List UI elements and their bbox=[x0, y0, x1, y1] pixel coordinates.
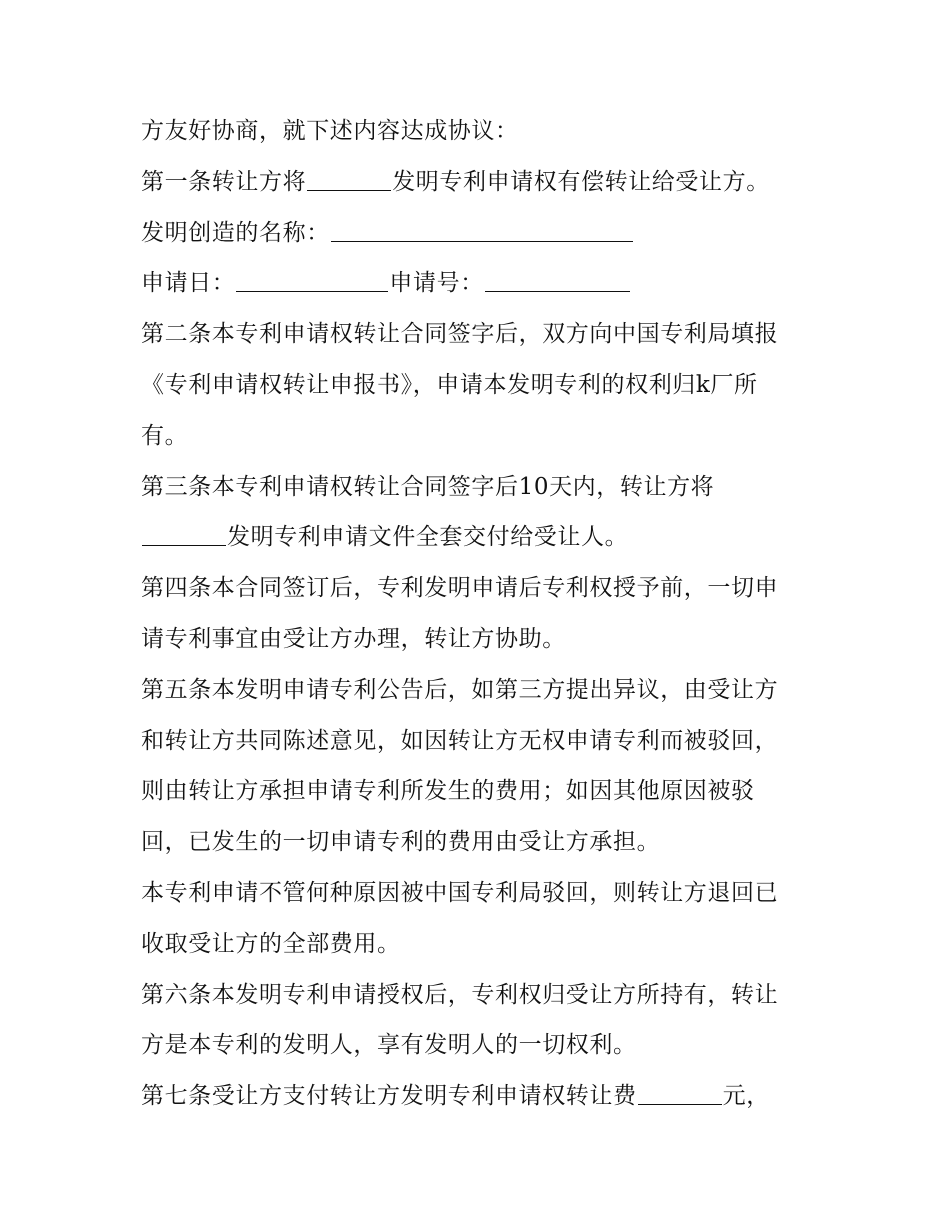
text-line bbox=[141, 667, 821, 718]
fill-in-blank bbox=[236, 261, 388, 292]
text-line bbox=[141, 616, 821, 667]
line-text: 第一条转让方将 bbox=[141, 168, 307, 195]
text-line bbox=[141, 311, 821, 362]
line-text: 第三条本专利申请权转让合同签字后10天内，转让方将 bbox=[141, 473, 715, 500]
text-line bbox=[141, 108, 821, 159]
line-text: 则由转让方承担申请专利所发生的费用；如因其他原因被驳 bbox=[141, 778, 755, 805]
text-line bbox=[141, 159, 821, 210]
line-text: 申请号： bbox=[389, 270, 484, 297]
fill-in-blank bbox=[142, 515, 226, 546]
line-text: 和转让方共同陈述意见，如因转让方无权申请专利而被驳回， bbox=[141, 727, 779, 754]
line-text: 方是本专利的发明人，享有发明人的一切权利。 bbox=[141, 1032, 637, 1059]
text-line bbox=[141, 514, 821, 565]
line-text: 申请日： bbox=[141, 270, 236, 297]
text-line bbox=[141, 565, 821, 616]
fill-in-blank bbox=[331, 211, 633, 242]
line-text: 回，已发生的一切申请专利的费用由受让方承担。 bbox=[141, 829, 661, 856]
line-text: 方友好协商，就下述内容达成协议： bbox=[141, 118, 519, 144]
line-text: 发明专利申请文件全套交付给受让人。 bbox=[227, 524, 629, 551]
line-text: 第七条受让方支付转让方发明专利申请权转让费 bbox=[141, 1083, 637, 1110]
line-text: 本专利申请不管何种原因被中国专利局驳回，则转让方退回已 bbox=[141, 879, 779, 906]
line-text: 收取受让方的全部费用。 bbox=[141, 930, 401, 957]
text-line bbox=[141, 972, 821, 1023]
text-line bbox=[141, 260, 821, 311]
text-line bbox=[141, 362, 821, 413]
text-line bbox=[141, 718, 821, 769]
line-text: 第二条本专利申请权转让合同签字后，双方向中国专利局填报 bbox=[141, 321, 779, 348]
contract-body bbox=[141, 108, 821, 1124]
fill-in-blank bbox=[638, 1074, 722, 1105]
line-text: 第五条本发明申请专利公告后，如第三方提出异议，由受让方 bbox=[141, 676, 779, 703]
text-line bbox=[141, 819, 821, 870]
fill-in-blank bbox=[485, 261, 630, 292]
text-line bbox=[141, 1022, 821, 1073]
line-text: 第四条本合同签订后，专利发明申请后专利权授予前，一切申 bbox=[141, 575, 779, 602]
line-text: 发明专利申请权有偿转让给受让方。 bbox=[392, 168, 770, 195]
text-line bbox=[141, 768, 821, 819]
text-line bbox=[141, 1073, 821, 1124]
text-line bbox=[141, 464, 821, 515]
line-text: 有。 bbox=[141, 422, 189, 449]
line-text: 第六条本发明专利申请授权后，专利权归受让方所持有，转让 bbox=[141, 981, 779, 1008]
fill-in-blank bbox=[307, 160, 391, 191]
text-line bbox=[141, 870, 821, 921]
line-text: 请专利事宜由受让方办理，转让方协助。 bbox=[141, 625, 566, 652]
line-text: 《专利申请权转让申报书》，申请本发明专利的权利归k厂所 bbox=[141, 371, 758, 398]
line-text: 元， bbox=[722, 1083, 770, 1110]
text-line bbox=[141, 210, 821, 261]
text-line bbox=[141, 413, 821, 464]
text-line bbox=[141, 921, 821, 972]
line-text: 发明创造的名称： bbox=[141, 219, 330, 246]
